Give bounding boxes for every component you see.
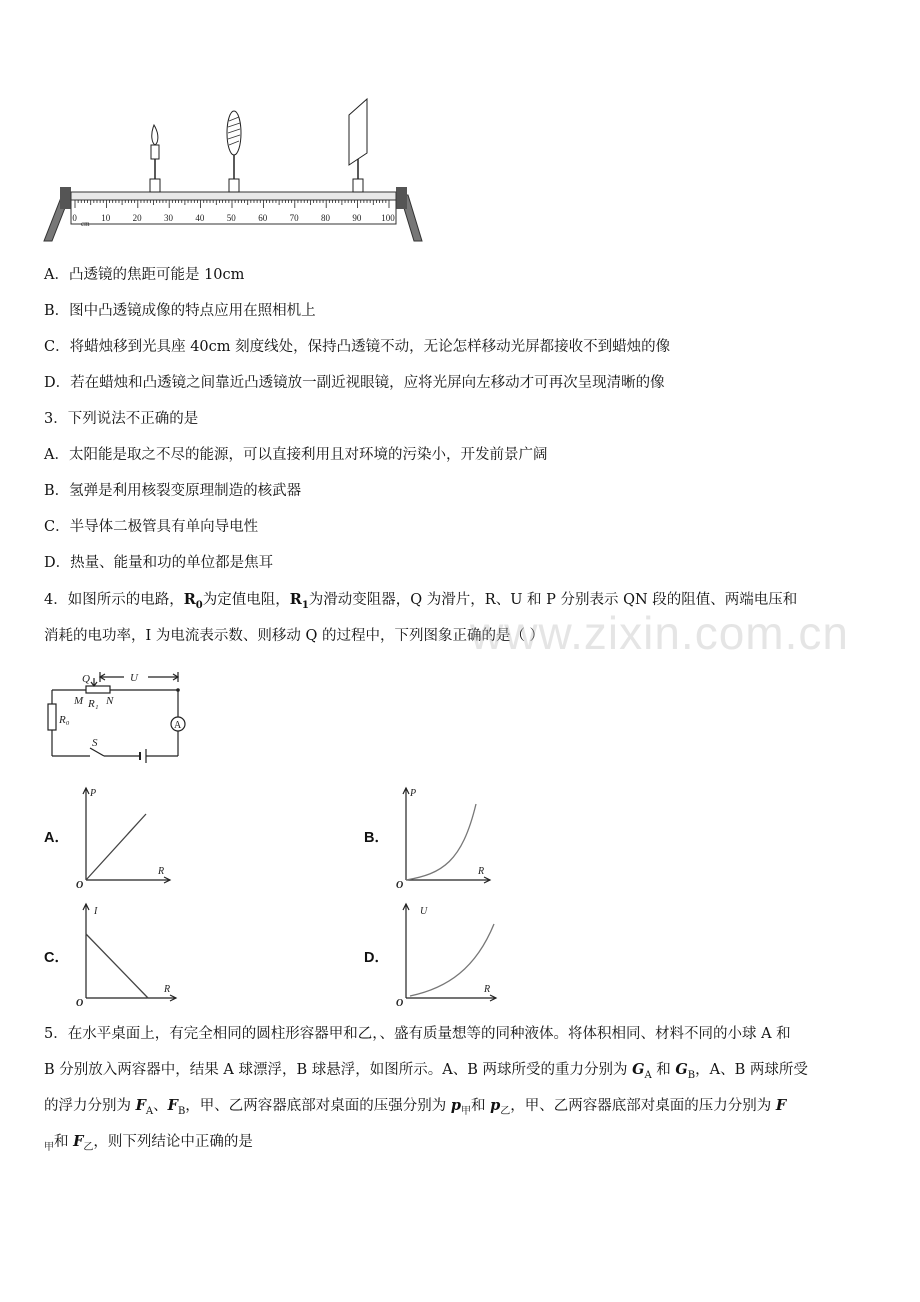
svg-text:O: O — [396, 998, 404, 1009]
svg-text:U: U — [420, 906, 428, 917]
svg-text:R: R — [484, 984, 491, 995]
watermark: www.zixin.com.cn — [470, 607, 849, 659]
graph-b-curve — [406, 804, 476, 880]
q2-option-c: C．将蜡烛移到光具座 40cm 刻度线处，保持凸透镜不动，无论怎样移动光屏都接收不到蜡烛的像 — [44, 339, 671, 355]
svg-text:P: P — [90, 788, 97, 799]
graph-d-label: D． — [364, 950, 389, 966]
bench-unit: cm — [81, 220, 90, 228]
q3-option-a: A．太阳能是取之不尽的能源，可以直接利用且对环境的污染小，开发前景广阔 — [44, 447, 548, 463]
candle — [150, 125, 160, 192]
circuit-u-label: U — [130, 672, 138, 684]
svg-text:O: O — [76, 998, 84, 1009]
q3-option-c: C．半导体二极管具有单向导电性 — [44, 519, 259, 535]
q5-line4: $_甲$和 $F_乙$，则下列结论中正确的是 — [44, 1133, 253, 1153]
graph-b — [392, 782, 496, 892]
svg-text:R: R — [478, 866, 485, 877]
circuit-s-label: S — [92, 737, 98, 749]
circuit-q-label: Q — [82, 673, 90, 685]
svg-text:I: I — [94, 906, 98, 917]
ammeter-label: A — [174, 720, 182, 731]
graph-c — [72, 898, 182, 1010]
graph-c-label: C． — [44, 950, 69, 966]
circuit-n-label: N — [106, 695, 114, 707]
bench-tick-label: 60 — [258, 213, 268, 223]
circuit-m-label: M — [74, 695, 84, 707]
graph-b-label: B． — [364, 830, 389, 846]
optical-bench-figure — [40, 95, 430, 247]
bench-tick-label: 90 — [352, 213, 362, 223]
convex-lens — [227, 111, 241, 192]
svg-text:O: O — [76, 880, 84, 891]
svg-text:P: P — [410, 788, 417, 799]
circuit-r0-label: R₀ — [59, 714, 70, 726]
graph-c-curve — [86, 934, 148, 998]
bench-tick-label: 30 — [164, 213, 173, 223]
bench-tick-label: 0 — [72, 213, 77, 223]
graph-a — [72, 782, 176, 892]
bench-tick-label: 10 — [101, 213, 111, 223]
q5-line2: B 分别放入两容器中，结果 A 球漂浮，B 球悬浮，如图所示。A、B 两球所受的重力分别为 $G_A$ 和 $G_B$，A、B 两球所受 — [44, 1061, 808, 1081]
q2-option-a: A．凸透镜的焦距可能是 10cm — [44, 267, 245, 283]
graph-a-label: A． — [44, 830, 69, 846]
circuit-diagram — [42, 660, 197, 770]
q4-stem-line1: 4．如图所示的电路，$R_0$为定值电阻，$R_1$为滑动变阻器，Q 为滑片，R、U 和 P 分别表示 QN 段的阻值、两端电压和 — [44, 591, 798, 611]
bench-tick-label: 100 — [381, 213, 395, 223]
q3-stem: 3．下列说法不正确的是 — [44, 411, 199, 427]
svg-text:R: R — [158, 866, 165, 877]
q3-option-d: D．热量、能量和功的单位都是焦耳 — [44, 555, 274, 571]
q3-option-b: B．氢弹是利用核裂变原理制造的核武器 — [44, 483, 302, 499]
q2-option-b: B．图中凸透镜成像的特点应用在照相机上 — [44, 303, 316, 319]
graph-d — [392, 898, 502, 1010]
q5-line1: 5．在水平桌面上，有完全相同的圆柱形容器甲和乙，、盛有质量想等的同种液体。将体积相同、材料不同的小球 A 和 — [44, 1026, 791, 1042]
circuit-r1-label: R₁ — [88, 698, 99, 710]
light-screen — [349, 99, 367, 192]
graph-a-curve — [86, 814, 146, 880]
bench-tick-label: 40 — [195, 213, 205, 223]
q2-option-d: D．若在蜡烛和凸透镜之间靠近凸透镜放一副近视眼镜，应将光屏向左移动才可再次呈现清晰的像 — [44, 375, 665, 391]
svg-text:R: R — [164, 984, 171, 995]
graph-d-curve — [410, 924, 494, 996]
q5-line3: 的浮力分别为 $F_A$、$F_B$，甲、乙两容器底部对桌面的压强分别为 $p_甲$和 $p_乙$，甲、乙两容器底部对桌面的压力分别为 F — [44, 1097, 787, 1117]
bench-tick-label: 80 — [321, 213, 330, 223]
bench-tick-label: 20 — [132, 213, 142, 223]
bench-tick-label: 50 — [226, 213, 236, 223]
svg-text:O: O — [396, 880, 404, 891]
bench-tick-label: 70 — [289, 213, 299, 223]
q4-stem-line2: 消耗的电功率，I 为电流表示数、则移动 Q 的过程中，下列图象正确的是（ ） — [44, 628, 545, 644]
